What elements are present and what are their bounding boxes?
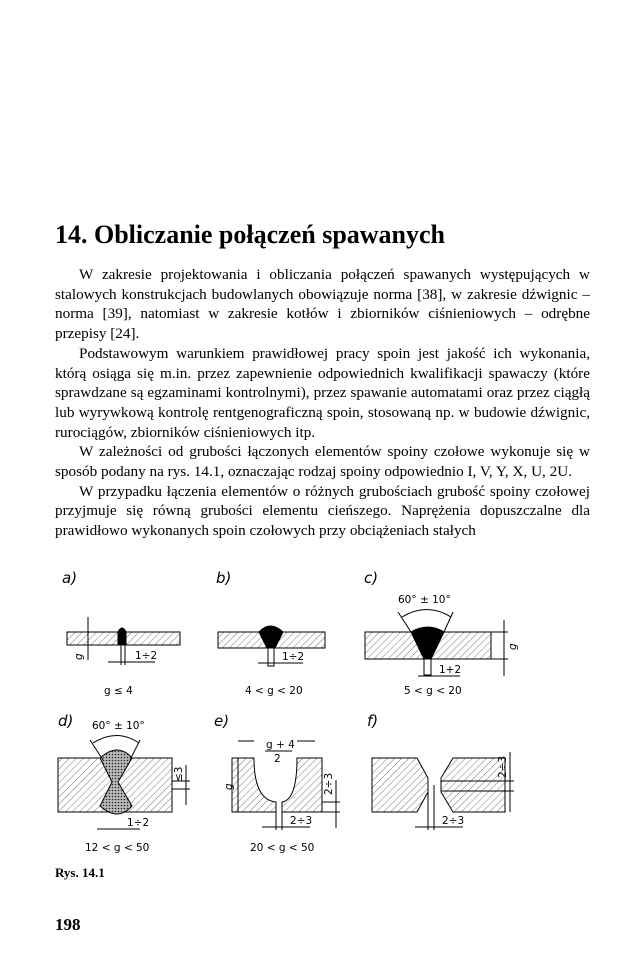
gap-dim: 1÷2 bbox=[135, 650, 158, 662]
gap-dim: 2÷3 bbox=[290, 815, 313, 827]
root-dim: ≤3 bbox=[173, 766, 185, 782]
panel-label: c) bbox=[364, 569, 379, 587]
gap-dim: 1+2 bbox=[439, 664, 462, 676]
condition: 5 < g < 20 bbox=[404, 685, 462, 697]
gap-dim: 2÷3 bbox=[442, 815, 465, 827]
angle-dim: 60° ± 10° bbox=[92, 720, 145, 732]
g-dim: g bbox=[223, 783, 235, 790]
g-dim: g bbox=[73, 653, 85, 660]
panel-label: b) bbox=[216, 569, 232, 587]
width-numerator: g + 4 bbox=[266, 739, 295, 751]
paragraph: W przypadku łączenia elementów o różnych grubościach grubość spoiny czołowej przyjmuje się równą grubości elementu cieńszego. Naprężenia dopuszczalne dla prawidłowo wykonanych spoin czołowych przy obciążeniach stałych bbox=[55, 482, 590, 540]
condition: 4 < g < 20 bbox=[245, 685, 303, 697]
panel-label: e) bbox=[214, 712, 230, 730]
root-dim: 2÷3 bbox=[497, 755, 509, 778]
panel-label: a) bbox=[62, 569, 78, 587]
panel-c bbox=[365, 610, 508, 677]
gap-dim: 1÷2 bbox=[282, 651, 305, 663]
chapter-title: 14. Obliczanie połączeń spawanych bbox=[55, 220, 446, 249]
paragraph: W zależności od grubości łączonych elementów spoiny czołowe wykonuje się w sposób podany na rys. 14.1, oznaczając rodzaj spoiny odpowiednio I, V, Y, X, U, 2U. bbox=[55, 443, 590, 481]
panel-label: f) bbox=[367, 712, 379, 730]
figure-caption: Rys. 14.1 bbox=[55, 865, 105, 880]
page-number: 198 bbox=[55, 915, 81, 934]
panel-label: d) bbox=[58, 712, 74, 730]
panel-d bbox=[58, 736, 190, 830]
root-dim: 2÷3 bbox=[323, 772, 335, 795]
gap-dim: 1÷2 bbox=[127, 817, 150, 829]
body-text bbox=[55, 265, 590, 541]
condition: 20 < g < 50 bbox=[250, 842, 315, 854]
weld-figure bbox=[0, 560, 624, 860]
paragraph: W zakresie projektowania i obliczania połączeń spawanych występujących w stalowych konstrukcjach budowlanych obowiązuje norma [38], w zakresie dźwignic – norma [39], natomiast w zakresie kotłów i zbiorników ciśnieniowych – odrębne przepisy [24]. bbox=[55, 266, 590, 343]
paragraph: Podstawowym warunkiem prawidłowej pracy spoin jest jakość ich wykonania, którą osiąga się m.in. przez zapewnienie odpowiednich kwalifikacji spawaczy (które sprawdzane są egzaminami kontrolnymi), przez spawanie automatami oraz przez ciągłą lub wyrywkową kontrolę rentgenograficzną spoin, stosowaną np. w budowie dźwignic, rurociągów, zbiorników ciśnieniowych itp. bbox=[55, 344, 590, 441]
condition: g ≤ 4 bbox=[104, 685, 133, 697]
g-dim: g bbox=[507, 643, 519, 650]
condition: 12 < g < 50 bbox=[85, 842, 150, 854]
angle-dim: 60° ± 10° bbox=[398, 594, 451, 606]
panel-b bbox=[218, 626, 325, 666]
width-denominator: 2 bbox=[274, 753, 281, 765]
